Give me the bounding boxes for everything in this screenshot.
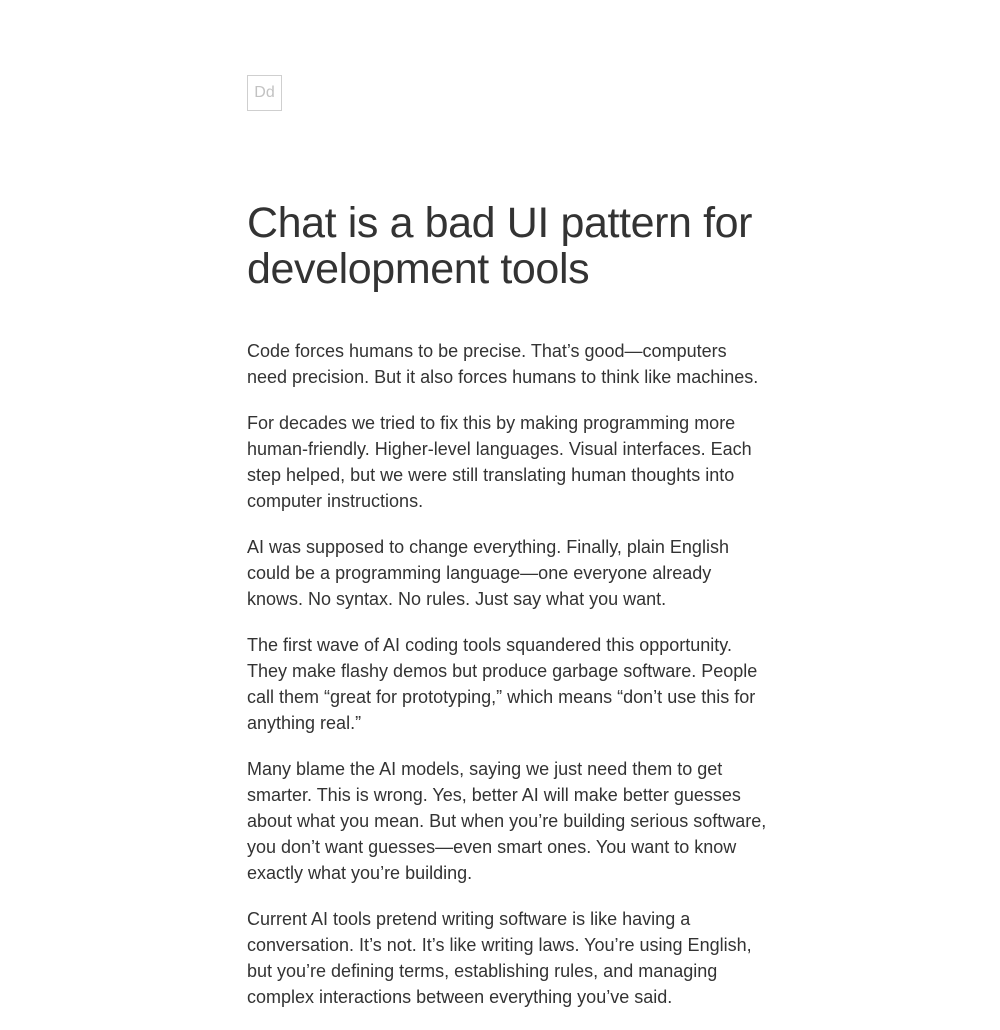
paragraph: Current AI tools pretend writing software is like having a conversation. It’s not. It’s like writing laws. You’re using English, but you’re defining terms, establishing rules, and managing complex interactions between everything you’ve said.	[247, 909, 752, 1007]
paragraph: The first wave of AI coding tools squandered this opportunity. They make flashy demos but produce garbage software. People call them “great for prototyping,” which means “don’t use this for anything real.”	[247, 635, 758, 733]
site-logo[interactable]: Dd	[247, 75, 282, 111]
paragraph: Code forces humans to be precise. That’s good—computers need precision. But it also forces humans to think like machines.	[247, 341, 759, 387]
paragraph: For decades we tried to fix this by making programming more human-friendly. Higher-level languages. Visual interfaces. Each step helped, but we were still translating human thoughts into computer instructions.	[247, 413, 752, 511]
paragraph: Many blame the AI models, saying we just need them to get smarter. This is wrong. Yes, better AI will make better guesses about what you mean. But when you’re building serious software, you don’t want guesses—even smart ones. You want to know exactly what you’re building.	[247, 759, 767, 883]
paragraph: AI was supposed to change everything. Finally, plain English could be a programming language—one everyone already knows. No syntax. No rules. Just say what you want.	[247, 537, 729, 609]
article-body	[247, 338, 767, 1030]
article-title: Chat is a bad UI pattern for development tools	[247, 199, 753, 293]
